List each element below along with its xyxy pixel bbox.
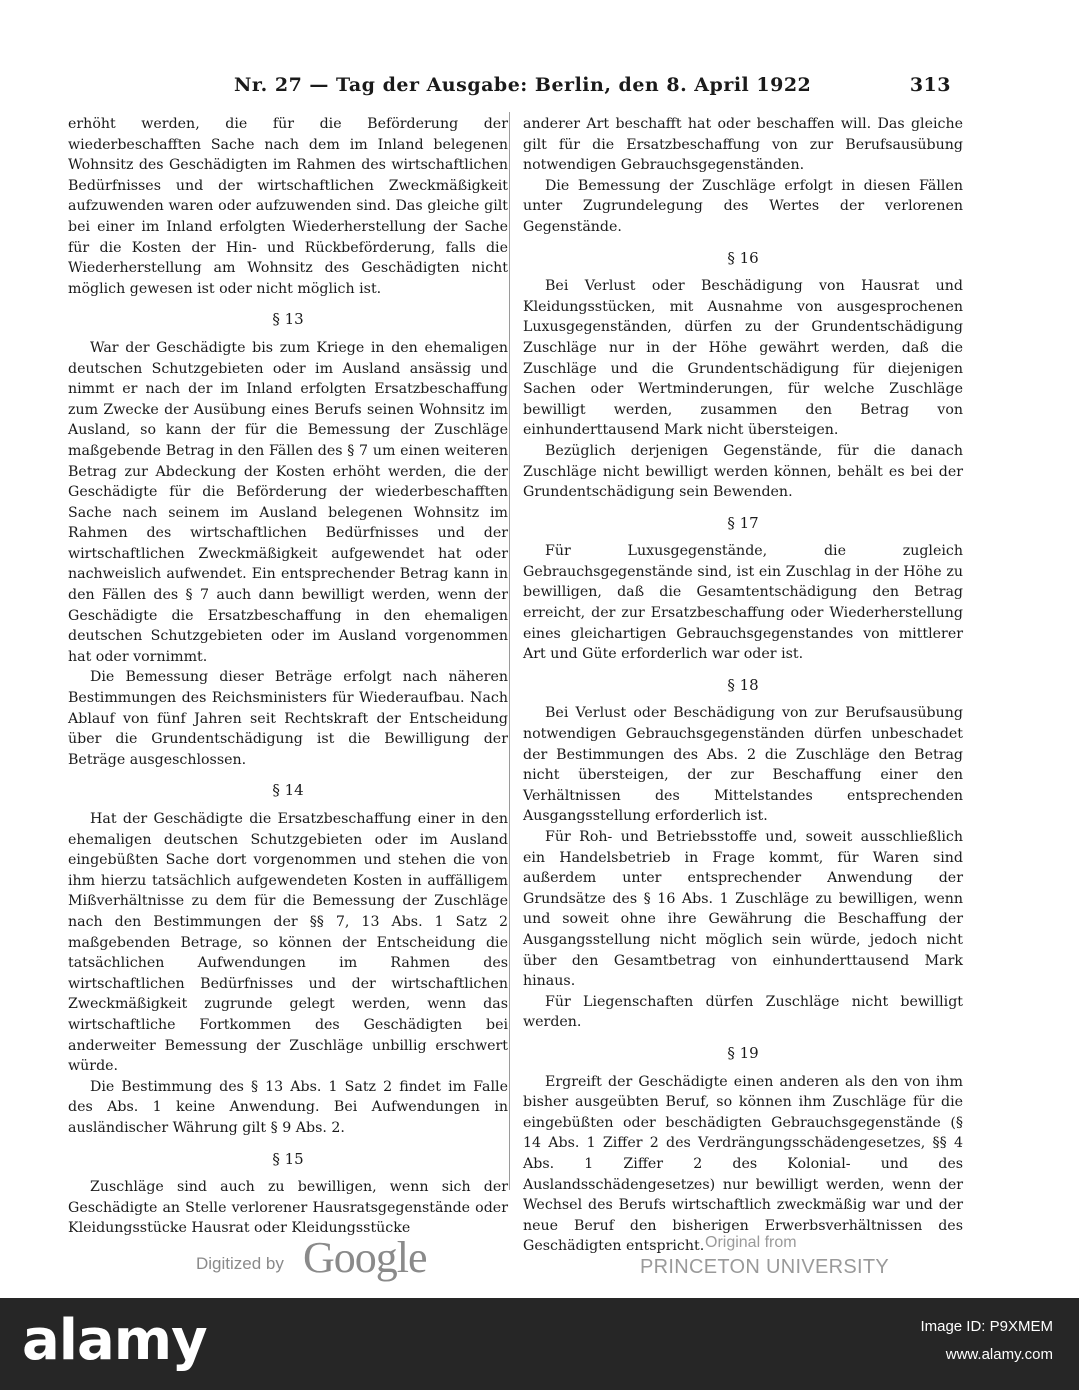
image-id-label: Image ID: P9XMEM bbox=[920, 1318, 1053, 1335]
paragraph: anderer Art beschafft hat oder beschaffen will. Das gleiche gilt für die Ersatzbeschaffung von zur Berufsausübung notwendigen Gebrauchsgegenständen. bbox=[523, 116, 963, 174]
digitization-footer bbox=[0, 1232, 1079, 1302]
section-heading-16: § 16 bbox=[727, 248, 759, 267]
right-column bbox=[523, 114, 963, 1257]
paragraph: Für Luxusgegenstände, die zugleich Gebrauchsgegenstände sind, ist ein Zuschlag in der Höhe zu bewilligen, daß die Gesamtentschädigung den Betrag erreicht, der zur Ersatzbeschaffung oder Wiederherstellung eines gleichartigen Gebrauchsgegenstandes von mittlerer Art und Güte erforderlich war oder ist. bbox=[523, 543, 963, 663]
section-heading-14: § 14 bbox=[272, 781, 304, 800]
page-number: 313 bbox=[909, 74, 951, 96]
paragraph: War der Geschädigte bis zum Kriege in den ehemaligen deutschen Schutzgebieten oder im Ausland ansässig und nimmt er nach der im Inland erfolgten Ersatzbeschaffung zum Zwecke der Ausübung eines Berufs seinen Wohnsitz im Ausland, so kann der für die Bemessung der Zuschläge maßgebende Betrag in den Fällen des § 7 um einen weiteren Betrag zur Abdeckung der Kosten erhöht werden, die der Geschädigte für die Beförderung der wiederbeschafften Sache nach seinem im Ausland belegenen Wohnsitz im Rahmen des wirtschaftlichen Bedürfnisses und der wirtschaftlichen Zweckmäßigkeit aufgewendet hat oder nachweislich aufwendet. Ein entsprechender Betrag kann in den Fällen des § 7 auch dann bewilligt werden, wenn der Geschädigte die Ersatzbeschaffung in den ehemaligen deutschen Schutzgebieten oder im Ausland vorgenommen hat oder vornimmt. bbox=[68, 339, 508, 665]
paragraph: Die Bemessung der Zuschläge erfolgt in diesen Fällen unter Zugrundelegung des Wertes der verlorenen Gegenstände. bbox=[523, 177, 963, 235]
paragraph: Die Bemessung dieser Beträge erfolgt nach näheren Bestimmungen des Reichsministers für Wiederaufbau. Nach Ablauf von fünf Jahren seit Rechtskraft der Entscheidung über die Grundentschädigung ist die Bewilligung der Beträge ausgeschlossen. bbox=[68, 669, 508, 768]
issue-line: Nr. 27 — Tag der Ausgabe: Berlin, den 8. April 1922 bbox=[234, 74, 812, 96]
site-url-label: www.alamy.com bbox=[945, 1346, 1053, 1363]
paragraph: Für Liegenschaften dürfen Zuschläge nicht bewilligt werden. bbox=[523, 993, 963, 1031]
paragraph: Bezüglich derjenigen Gegenstände, für die danach Zuschläge nicht bewilligt werden können, behält es bei der Grundentschädigung sein Bewenden. bbox=[523, 442, 963, 501]
paragraph: Bei Verlust oder Beschädigung von zur Berufsausübung notwendigen Gebrauchsgegenständen dürfen unbeschadet der Bestimmungen des Abs. 2 die Zuschläge den Betrag nicht übersteigen, der zur Beschaffung einer den Verhältnissen des Mittelstandes entsprechenden Ausgangsstellung erforderlich ist. bbox=[523, 705, 963, 825]
institution-label: PRINCETON UNIVERSITY bbox=[640, 1256, 889, 1278]
section-heading-19: § 19 bbox=[727, 1043, 759, 1062]
paragraph: Hat der Geschädigte die Ersatzbeschaffung einer in den ehemaligen deutschen Schutzgebieten oder im Ausland eingebüßten Sache dort vorgenommen und stehen die von ihm hierzu tatsächlich aufgewendeten Kosten in auffälligem Mißverhältnisse zu dem für die Bemessung der Zuschläge nach den Bestimmungen der §§ 7, 13 Abs. 1 Satz 2 maßgebenden Betrage, so können der Entscheidung die tatsächlichen Aufwendungen im Rahmen des wirtschaftlichen Bedürfnisses und der wirtschaftlichen Zweckmäßigkeit zugrunde gelegt werden, wenn das wirtschaftliche Fortkommen des Geschädigten bei anderweiter Bemessung der Zuschläge unbillig erschwert würde. bbox=[68, 811, 508, 1075]
section-heading-18: § 18 bbox=[727, 675, 759, 694]
paragraph: Für Roh- und Betriebsstoffe und, soweit ausschließlich ein Handelsbetrieb in Frage kommt, für Waren sind außerdem unter entsprechender Anwendung der Grundsätze des § 16 Abs. 1 Zuschläge zu bewilligen, wenn und soweit ohne ihre Gewährung die Beschaffung der Ausgangsstellung nicht möglich sein würde, jedoch nicht über den Gesamtbetrag von einhunderttausend Mark hinaus. bbox=[523, 829, 963, 990]
column-divider bbox=[509, 112, 510, 1190]
section-heading-13: § 13 bbox=[272, 310, 304, 329]
paragraph: Ergreift der Geschädigte einen anderen als den von ihm bisher ausgeübten Beruf, so können ihm Zuschläge für die eingebüßten oder beschädigten Gebrauchsgegenstände (§ 14 Abs. 1 Ziffer 2 des Verdrängungsschädengesetzes, §§ 4 Abs. 1 Ziffer 2 des Kolonial- und des Auslandsschädengesetzes) nur bewilligt werden, wenn der Wechsel des Berufs wirtschaftlich zweckmäßig war und der neue Beruf den bisherigen Erwerbsverhältnissen des Geschädigten entspricht. bbox=[523, 1073, 963, 1255]
section-heading-15: § 15 bbox=[272, 1149, 304, 1168]
digitized-by-label: Digitized by bbox=[196, 1254, 284, 1273]
page-header bbox=[64, 74, 957, 104]
left-column bbox=[68, 114, 508, 1239]
alamy-logo: alamy bbox=[22, 1308, 207, 1373]
watermark-band bbox=[0, 1298, 1079, 1390]
paragraph: Die Bestimmung des § 13 Abs. 1 Satz 2 findet im Falle des Abs. 1 keine Anwendung. Bei Aufwendungen in ausländischer Währung gilt § 9 Abs. 2. bbox=[68, 1078, 508, 1136]
paragraph: Zuschläge sind auch zu bewilligen, wenn sich der Geschädigte an Stelle verlorener Hausratsgegenstände oder Kleidungsstücke Hausrat oder Kleidungsstücke bbox=[68, 1179, 508, 1237]
paragraph: erhöht werden, die für die Beförderung der wiederbeschafften Sache nach dem im Inland belegenen Wohnsitz des Geschädigten im Rahmen des wirtschaftlichen Bedürfnisses und der wirtschaftlichen Zweckmäßigkeit aufzuwenden waren oder aufzuwenden sind. Das gleiche gilt bei einer im Inland erfolgten Wiederherstellung der Sache für die Kosten der Hin- und Rückbeförderung, falls die Wiederherstellung am Wohnsitz des Geschädigten nicht möglich gewesen ist oder nicht möglich ist. bbox=[68, 116, 508, 297]
google-logo: Google bbox=[303, 1233, 427, 1282]
section-heading-17: § 17 bbox=[727, 513, 759, 532]
paragraph: Bei Verlust oder Beschädigung von Hausrat und Kleidungsstücken, mit Ausnahme von ausgesprochenen Luxusgegenständen, dürfen zu der Grundentschädigung Zuschläge nur in der Höhe gewährt werden, daß die Zuschläge und die Grundentschädigung für diejenigen Sachen oder Wertminderungen, für welche Zuschläge bewilligt werden, zusammen den Betrag von einhunderttausend Mark nicht übersteigen. bbox=[523, 278, 963, 439]
original-from-label: Original from bbox=[705, 1234, 797, 1251]
